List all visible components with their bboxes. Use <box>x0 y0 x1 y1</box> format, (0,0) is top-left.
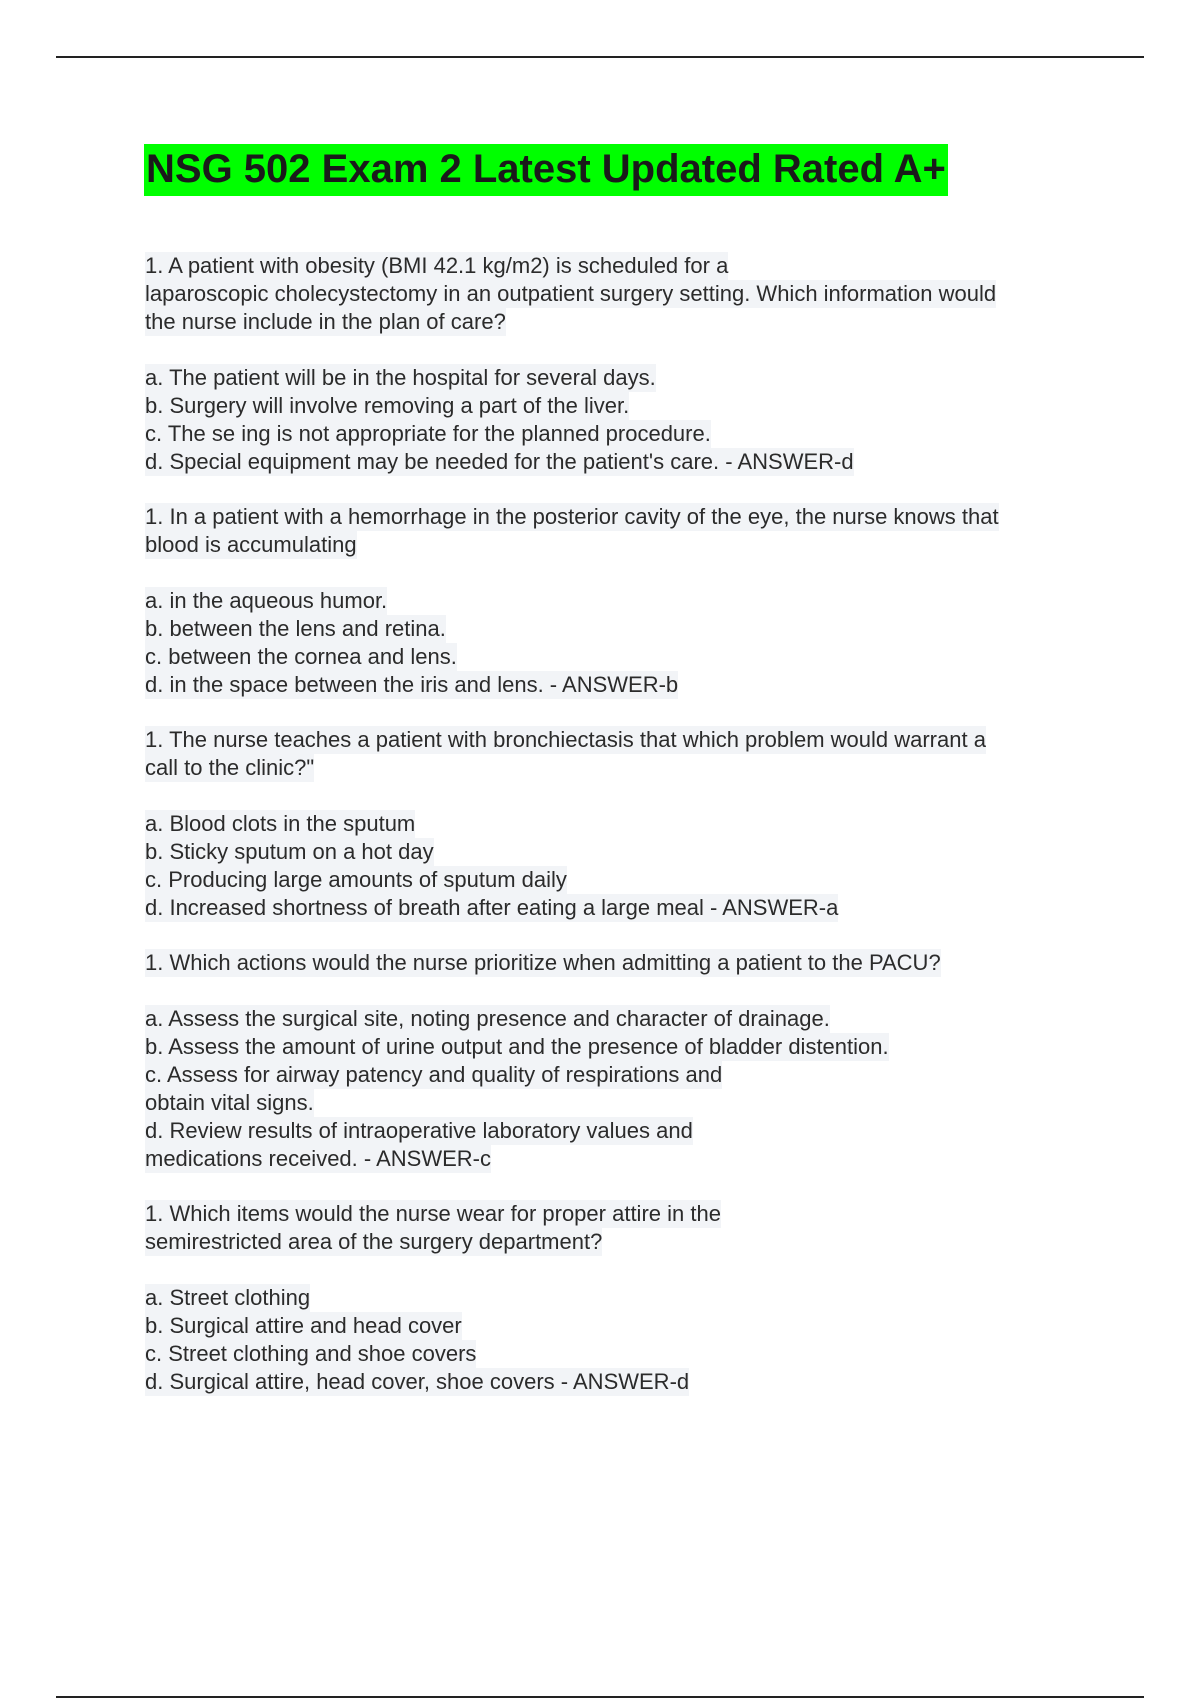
question-3 <box>145 726 1105 922</box>
question-3-option-d: d. Increased shortness of breath after eating a large meal - ANSWER-a <box>145 895 839 920</box>
question-5-option-b: b. Surgical attire and head cover <box>145 1313 462 1338</box>
question-4-option-a: a. Assess the surgical site, noting presence and character of drainage. <box>145 1006 830 1031</box>
question-2-stem-line-1: 1. In a patient with a hemorrhage in the posterior cavity of the eye, the nurse knows that <box>145 504 999 529</box>
question-2-option-d: d. in the space between the iris and lens. - ANSWER-b <box>145 672 679 697</box>
question-3-option-a: a. Blood clots in the sputum <box>145 811 416 836</box>
question-5-option-d: d. Surgical attire, head cover, shoe covers - ANSWER-d <box>145 1369 690 1394</box>
question-4-option-c-line-1: c. Assess for airway patency and quality of respirations and <box>145 1062 723 1087</box>
top-rule <box>56 56 1144 58</box>
question-3-stem-line-1: 1. The nurse teaches a patient with bronchiectasis that which problem would warrant a <box>145 727 986 752</box>
question-2 <box>145 503 1105 699</box>
document-title: NSG 502 Exam 2 Latest Updated Rated A+ <box>144 144 948 196</box>
question-3-option-c: c. Producing large amounts of sputum daily <box>145 867 567 892</box>
question-4-stem-line-1: 1. Which actions would the nurse prioritize when admitting a patient to the PACU? <box>145 950 941 975</box>
question-2-option-c: c. between the cornea and lens. <box>145 644 457 669</box>
question-4-option-d-line-2: medications received. - ANSWER-c <box>145 1146 491 1171</box>
question-2-stem-line-2: blood is accumulating <box>145 532 357 557</box>
question-5-option-c: c. Street clothing and shoe covers <box>145 1341 477 1366</box>
question-2-option-a: a. in the aqueous humor. <box>145 588 388 613</box>
question-1-stem-line-1: 1. A patient with obesity (BMI 42.1 kg/m2) is scheduled for a <box>145 253 729 278</box>
question-4 <box>145 949 1105 1173</box>
question-1-option-d: d. Special equipment may be needed for the patient's care. - ANSWER-d <box>145 449 854 474</box>
question-list <box>145 252 1105 1423</box>
question-5 <box>145 1200 1105 1396</box>
question-5-stem-line-2: semirestricted area of the surgery department? <box>145 1229 603 1254</box>
question-1-stem-line-3: the nurse include in the plan of care? <box>145 309 506 334</box>
question-1-option-c: c. The se ing is not appropriate for the planned procedure. <box>145 421 711 446</box>
question-1-stem-line-2: laparoscopic cholecystectomy in an outpatient surgery setting. Which information would <box>145 281 997 306</box>
question-4-option-d-line-1: d. Review results of intraoperative laboratory values and <box>145 1118 693 1143</box>
question-5-stem-line-1: 1. Which items would the nurse wear for proper attire in the <box>145 1201 721 1226</box>
question-4-option-b: b. Assess the amount of urine output and the presence of bladder distention. <box>145 1034 889 1059</box>
question-3-option-b: b. Sticky sputum on a hot day <box>145 839 434 864</box>
question-1 <box>145 252 1105 476</box>
question-1-option-a: a. The patient will be in the hospital for several days. <box>145 365 656 390</box>
question-2-option-b: b. between the lens and retina. <box>145 616 446 641</box>
question-1-option-b: b. Surgery will involve removing a part of the liver. <box>145 393 630 418</box>
question-3-stem-line-2: call to the clinic?" <box>145 755 315 780</box>
question-4-option-c-line-2: obtain vital signs. <box>145 1090 314 1115</box>
bottom-rule <box>56 1696 1144 1698</box>
question-5-option-a: a. Street clothing <box>145 1285 311 1310</box>
